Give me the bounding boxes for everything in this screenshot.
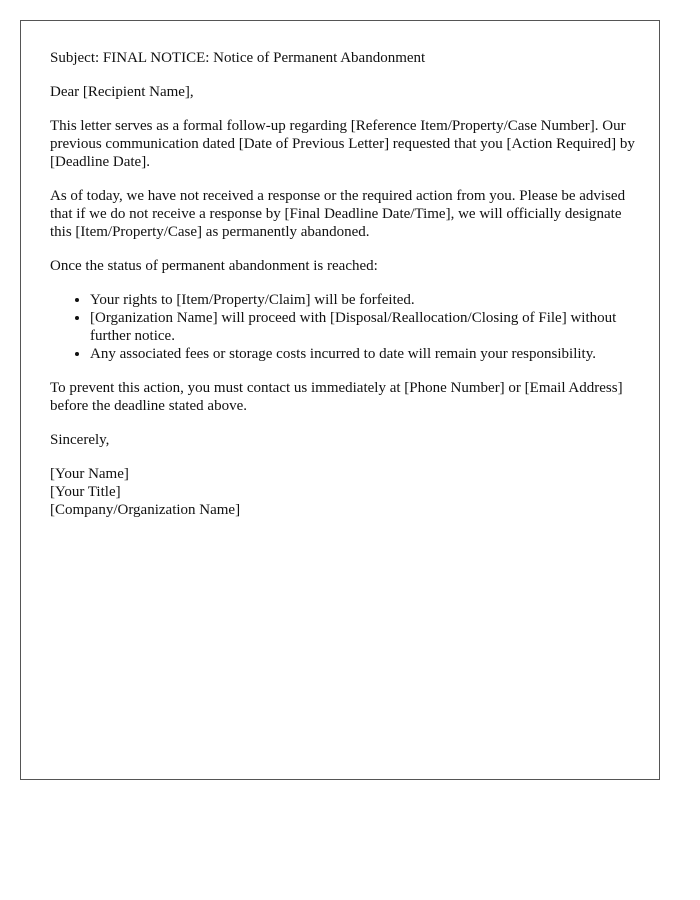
- list-item: • Your rights to [Item/Property/Claim] will be forfeited.: [90, 291, 635, 309]
- closing: Sincerely,: [50, 432, 110, 448]
- paragraph-warning: As of today, we have not received a response or the required action from you. Please be advised that if we do not receive a response by [Final Deadline Date/Time], we will officially designate this [Item/Property/Case] as permanently abandoned.: [50, 188, 626, 240]
- signature-company: [Company/Organization Name]: [50, 502, 241, 518]
- letter-page: [20, 20, 660, 780]
- signature-block: [50, 465, 635, 519]
- salutation: Dear [Recipient Name],: [50, 84, 194, 100]
- letter-body: [50, 49, 635, 519]
- consequences-list: [50, 291, 635, 363]
- paragraph-contact: To prevent this action, you must contact us immediately at [Phone Number] or [Email Address] before the deadline stated above.: [50, 380, 623, 414]
- signature-name: [Your Name]: [50, 466, 129, 482]
- signature-title: [Your Title]: [50, 484, 121, 500]
- paragraph-consequences-intro: Once the status of permanent abandonment is reached:: [50, 258, 378, 274]
- paragraph-follow-up: This letter serves as a formal follow-up regarding [Reference Item/Property/Case Number]. Our previous communication dated [Date of Previous Letter] requested that you [Action Required] by [Deadline Date].: [50, 118, 635, 170]
- list-item: • [Organization Name] will proceed with [Disposal/Reallocation/Closing of File] without further notice.: [90, 309, 635, 345]
- list-item: • Any associated fees or storage costs incurred to date will remain your responsibility.: [90, 345, 635, 363]
- subject-line: Subject: FINAL NOTICE: Notice of Permanent Abandonment: [50, 50, 426, 66]
